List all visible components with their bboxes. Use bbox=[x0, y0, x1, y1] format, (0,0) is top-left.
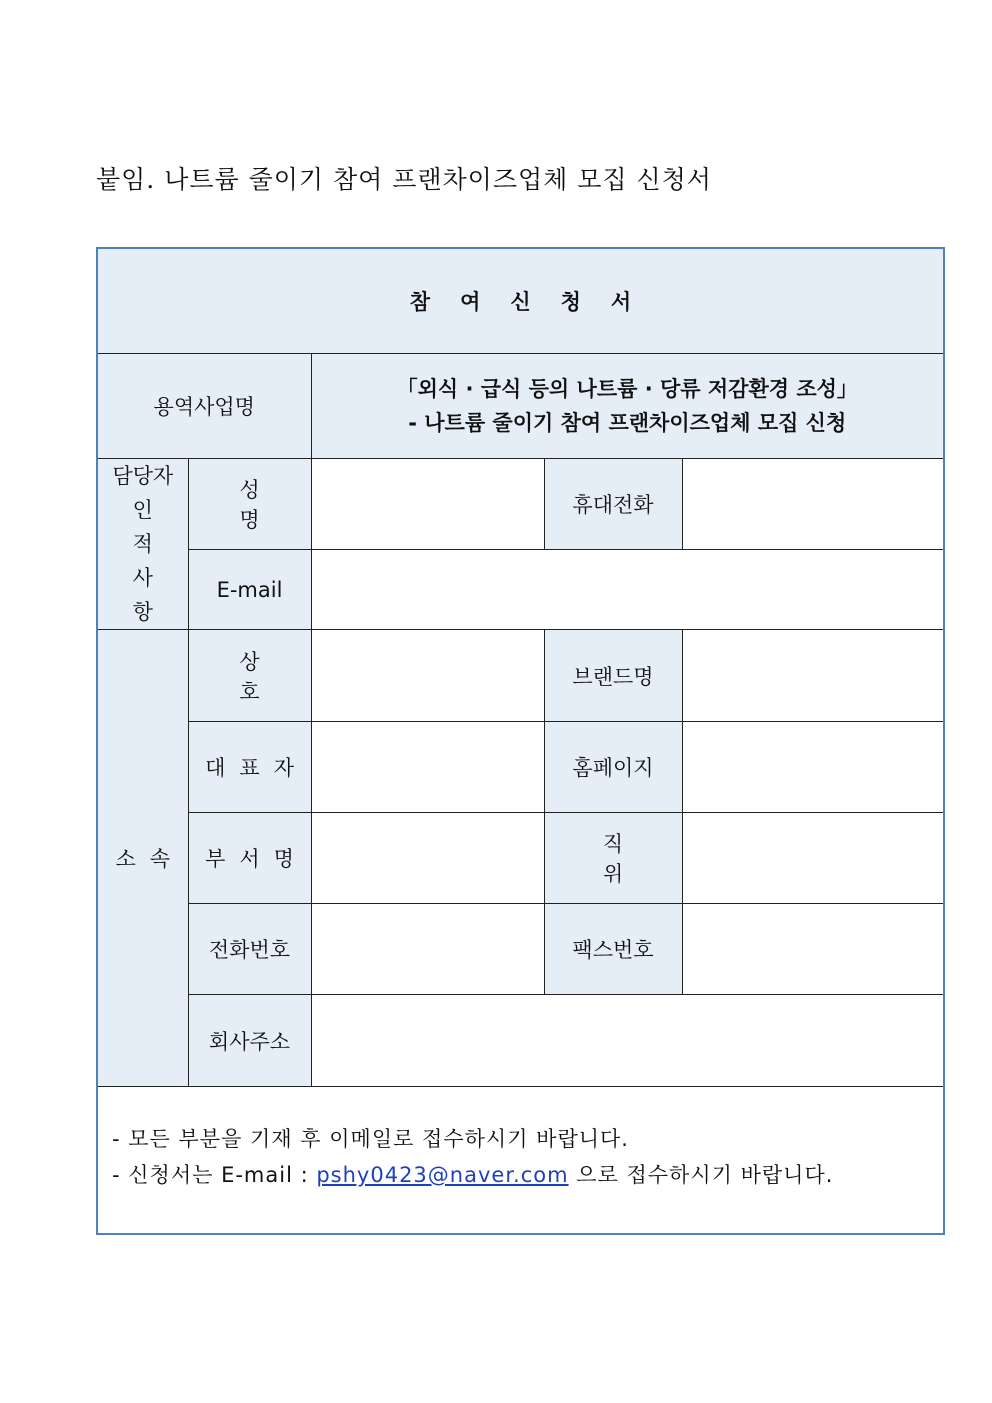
application-form-table bbox=[96, 247, 945, 1235]
name-label: 성명 bbox=[188, 459, 311, 550]
contact-email-link[interactable]: pshy0423@naver.com bbox=[316, 1163, 569, 1187]
contact-label-line3: 사 항 bbox=[132, 566, 167, 624]
address-label: 회사주소 bbox=[188, 995, 311, 1087]
note-line2-suffix: 으로 접수하시기 바랍니다. bbox=[568, 1163, 834, 1187]
homepage-label: 홈페이지 bbox=[544, 722, 682, 813]
ceo-label: 대표자 bbox=[188, 722, 311, 813]
phone-label: 전화번호 bbox=[188, 904, 311, 995]
company-label: 상호 bbox=[188, 630, 311, 722]
department-field[interactable] bbox=[311, 813, 544, 904]
company-field[interactable] bbox=[311, 630, 544, 722]
note-line2-prefix: - 신청서는 E-mail : bbox=[112, 1163, 317, 1187]
name-field[interactable] bbox=[311, 459, 544, 550]
brand-field[interactable] bbox=[682, 630, 944, 722]
service-name bbox=[311, 354, 944, 459]
note-line1: - 모든 부분을 기재 후 이메일로 접수하시기 바랍니다. bbox=[112, 1127, 629, 1151]
service-label: 용역사업명 bbox=[97, 354, 311, 459]
contact-label-line2: 인 적 bbox=[132, 498, 167, 556]
contact-section-label bbox=[97, 459, 188, 630]
position-label: 직위 bbox=[544, 813, 682, 904]
attachment-title: 붙임. 나트륨 줄이기 참여 프랜차이즈업체 모집 신청서 bbox=[96, 165, 712, 194]
fax-label: 팩스번호 bbox=[544, 904, 682, 995]
address-field[interactable] bbox=[311, 995, 944, 1087]
ceo-field[interactable] bbox=[311, 722, 544, 813]
form-title: 참여신청서 bbox=[97, 248, 944, 354]
note-line2 bbox=[112, 1157, 929, 1193]
service-name-line2: - 나트륨 줄이기 참여 프랜차이즈업체 모집 신청 bbox=[408, 411, 847, 435]
email-label: E-mail bbox=[188, 550, 311, 630]
department-label: 부서명 bbox=[188, 813, 311, 904]
service-name-line1: 「외식 · 급식 등의 나트륨 · 당류 저감환경 조성」 bbox=[396, 377, 858, 401]
mobile-label: 휴대전화 bbox=[544, 459, 682, 550]
contact-label-line1: 담당자 bbox=[112, 464, 174, 488]
email-field[interactable] bbox=[311, 550, 944, 630]
fax-field[interactable] bbox=[682, 904, 944, 995]
mobile-field[interactable] bbox=[682, 459, 944, 550]
position-field[interactable] bbox=[682, 813, 944, 904]
affiliation-section-label: 소속 bbox=[97, 630, 188, 1087]
phone-field[interactable] bbox=[311, 904, 544, 995]
brand-label: 브랜드명 bbox=[544, 630, 682, 722]
notes bbox=[97, 1087, 944, 1235]
homepage-field[interactable] bbox=[682, 722, 944, 813]
